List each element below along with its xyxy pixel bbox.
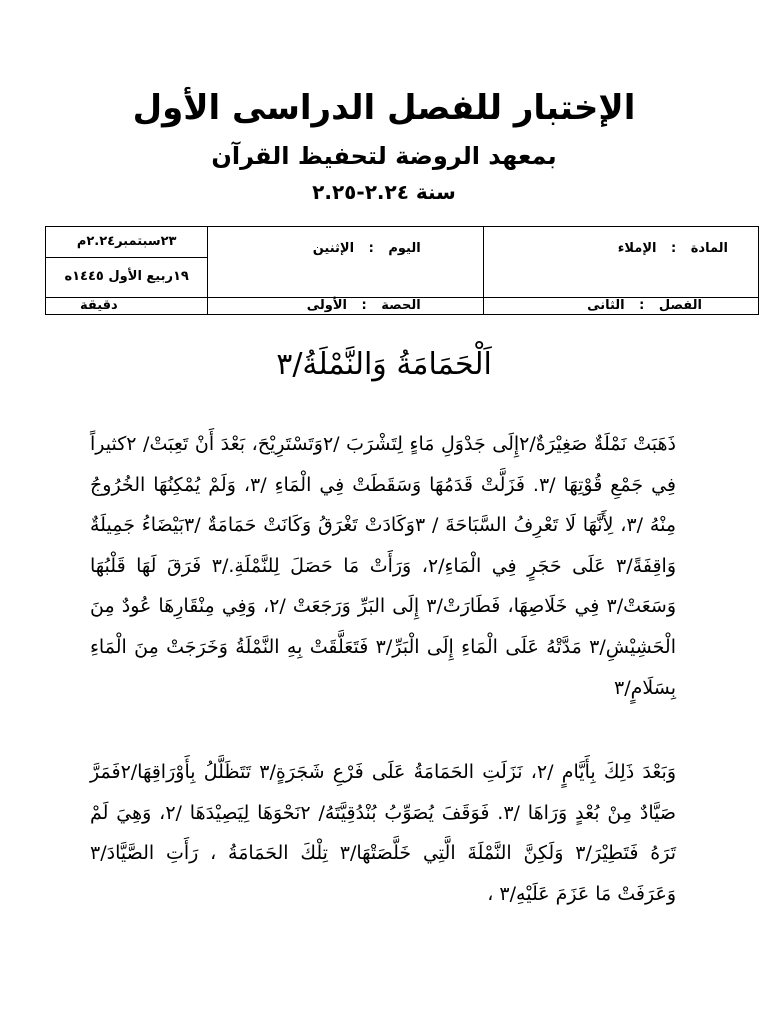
subject-cell bbox=[483, 227, 758, 298]
duration-cell bbox=[46, 298, 208, 315]
day-value: الإثنين bbox=[312, 241, 355, 256]
separator: : bbox=[670, 241, 677, 256]
exam-info-table bbox=[45, 226, 759, 315]
separator: : bbox=[639, 298, 645, 313]
class-cell bbox=[483, 298, 758, 315]
period-label: الحصة bbox=[381, 298, 421, 313]
class-value: الثانى bbox=[587, 298, 625, 313]
hijri-date: ١٩ربيع الأول ١٤٤٥ه bbox=[46, 257, 208, 297]
separator: : bbox=[361, 298, 367, 313]
period-value: الأولى bbox=[306, 298, 347, 313]
subject-label: المادة bbox=[690, 241, 728, 256]
lesson-title: اَلْحَمَامَةُ وَالنَّمْلَةُ/٣ bbox=[276, 347, 492, 382]
exam-title: الإختبار للفصل الدراسى الأول bbox=[132, 88, 636, 128]
separator: : bbox=[368, 241, 374, 256]
gregorian-date: ٢٣سبتمبر٢.٢٤م bbox=[46, 227, 208, 258]
subject-value: الإملاء bbox=[617, 241, 657, 256]
lesson-paragraph-1: ذَهَبَتْ نَمْلَةٌ صَغِيْرَةٌ/٢إِلَى جَدْوَلِ مَاءٍ لِتَشْرَبَ /٢وَتَسْتَرِيْحَ، بَعْدَ أَنْ تَعِبَتْ/ ٢كثيراً فِي جَمْعِ قُوْتِهَا /٣. فَزَلَّتْ قَدَمُهَا وَسَقَطَتْ فِي الْمَاءِ /٣، وَلَمْ يُمْكِنُهَا الخُرُوجُ مِنْهُ /٣، لِأَنَّهَا لَا تَعْرِفُ السَّبَاحَةَ / ٣وَكَادَتْ تَغْرَقُ وَكَانَتْ حَمَامَةٌ /٣بَيْضَاءُ جَمِيلَةٌ وَاقِفَةً/٣ عَلَى حَجَرٍ فِي الْمَاءِ/٢، وَرَأَتْ مَا حَصَلَ لِلنَّمْلَةِ./٣ فَرَقَ لَهَا قَلْبُهَا وَسَعَتْ/٣ فِي خَلَاصِهَا، فَطَارَتْ/٣ إِلَى البَرِّ وَرَجَعَتْ /٢، وَفِي مِنْقَارِهَا عُودٌ مِنَ الْحَشِيْشِ/٣ مَدَّتْهُ عَلَى الْمَاءِ إِلَى الْبَرِّ/٣ فَتَعَلَّقَتْ بِهِ النَّمْلَةُ وَخَرَجَتْ مِنَ الْمَاءِ بِسَلَامٍ/٣ bbox=[90, 433, 677, 699]
class-label: الفصل bbox=[658, 298, 702, 313]
institute-name: بمعهد الروضة لتحفيظ القرآن bbox=[211, 142, 557, 170]
day-label: اليوم bbox=[388, 241, 421, 256]
duration-label: دقيقة bbox=[80, 298, 118, 313]
lesson-paragraph-2: وَبَعْدَ ذَلِكَ بِأَيَّامٍ /٢، نَزَلَتِ الحَمَامَةُ عَلَى فَرْعِ شَجَرَةٍ/٣ تَتَظَلَّلُ بِأَوْرَاقِهَا/٢فَمَرَّ صَيَّادٌ مِنْ بُعْدٍ وَرَاهَا /٣. فَوَقَفَ يُصَوِّبُ بُنْدُقِيَّتَهُ/ ٢نَحْوَهَا لِيَصِيْدَهَا /٢، وَهِيَ لَمْ تَرَهُ فَتَطِيْرَ/٣ وَلَكِنَّ النَّمْلَةَ الَّتِي خَلَّصَتْهَا/٣ تِلْكَ الحَمَامَةُ ، رَأَتِ الصَّيَّادَ/٣ وَعَرَفَتْ مَا عَزَمَ عَلَيْهِ/٣ ، bbox=[90, 761, 676, 905]
academic-year: سنة ٢.٢٤-٢.٢٥ bbox=[312, 180, 456, 204]
day-cell bbox=[208, 227, 483, 298]
period-cell bbox=[208, 298, 483, 315]
